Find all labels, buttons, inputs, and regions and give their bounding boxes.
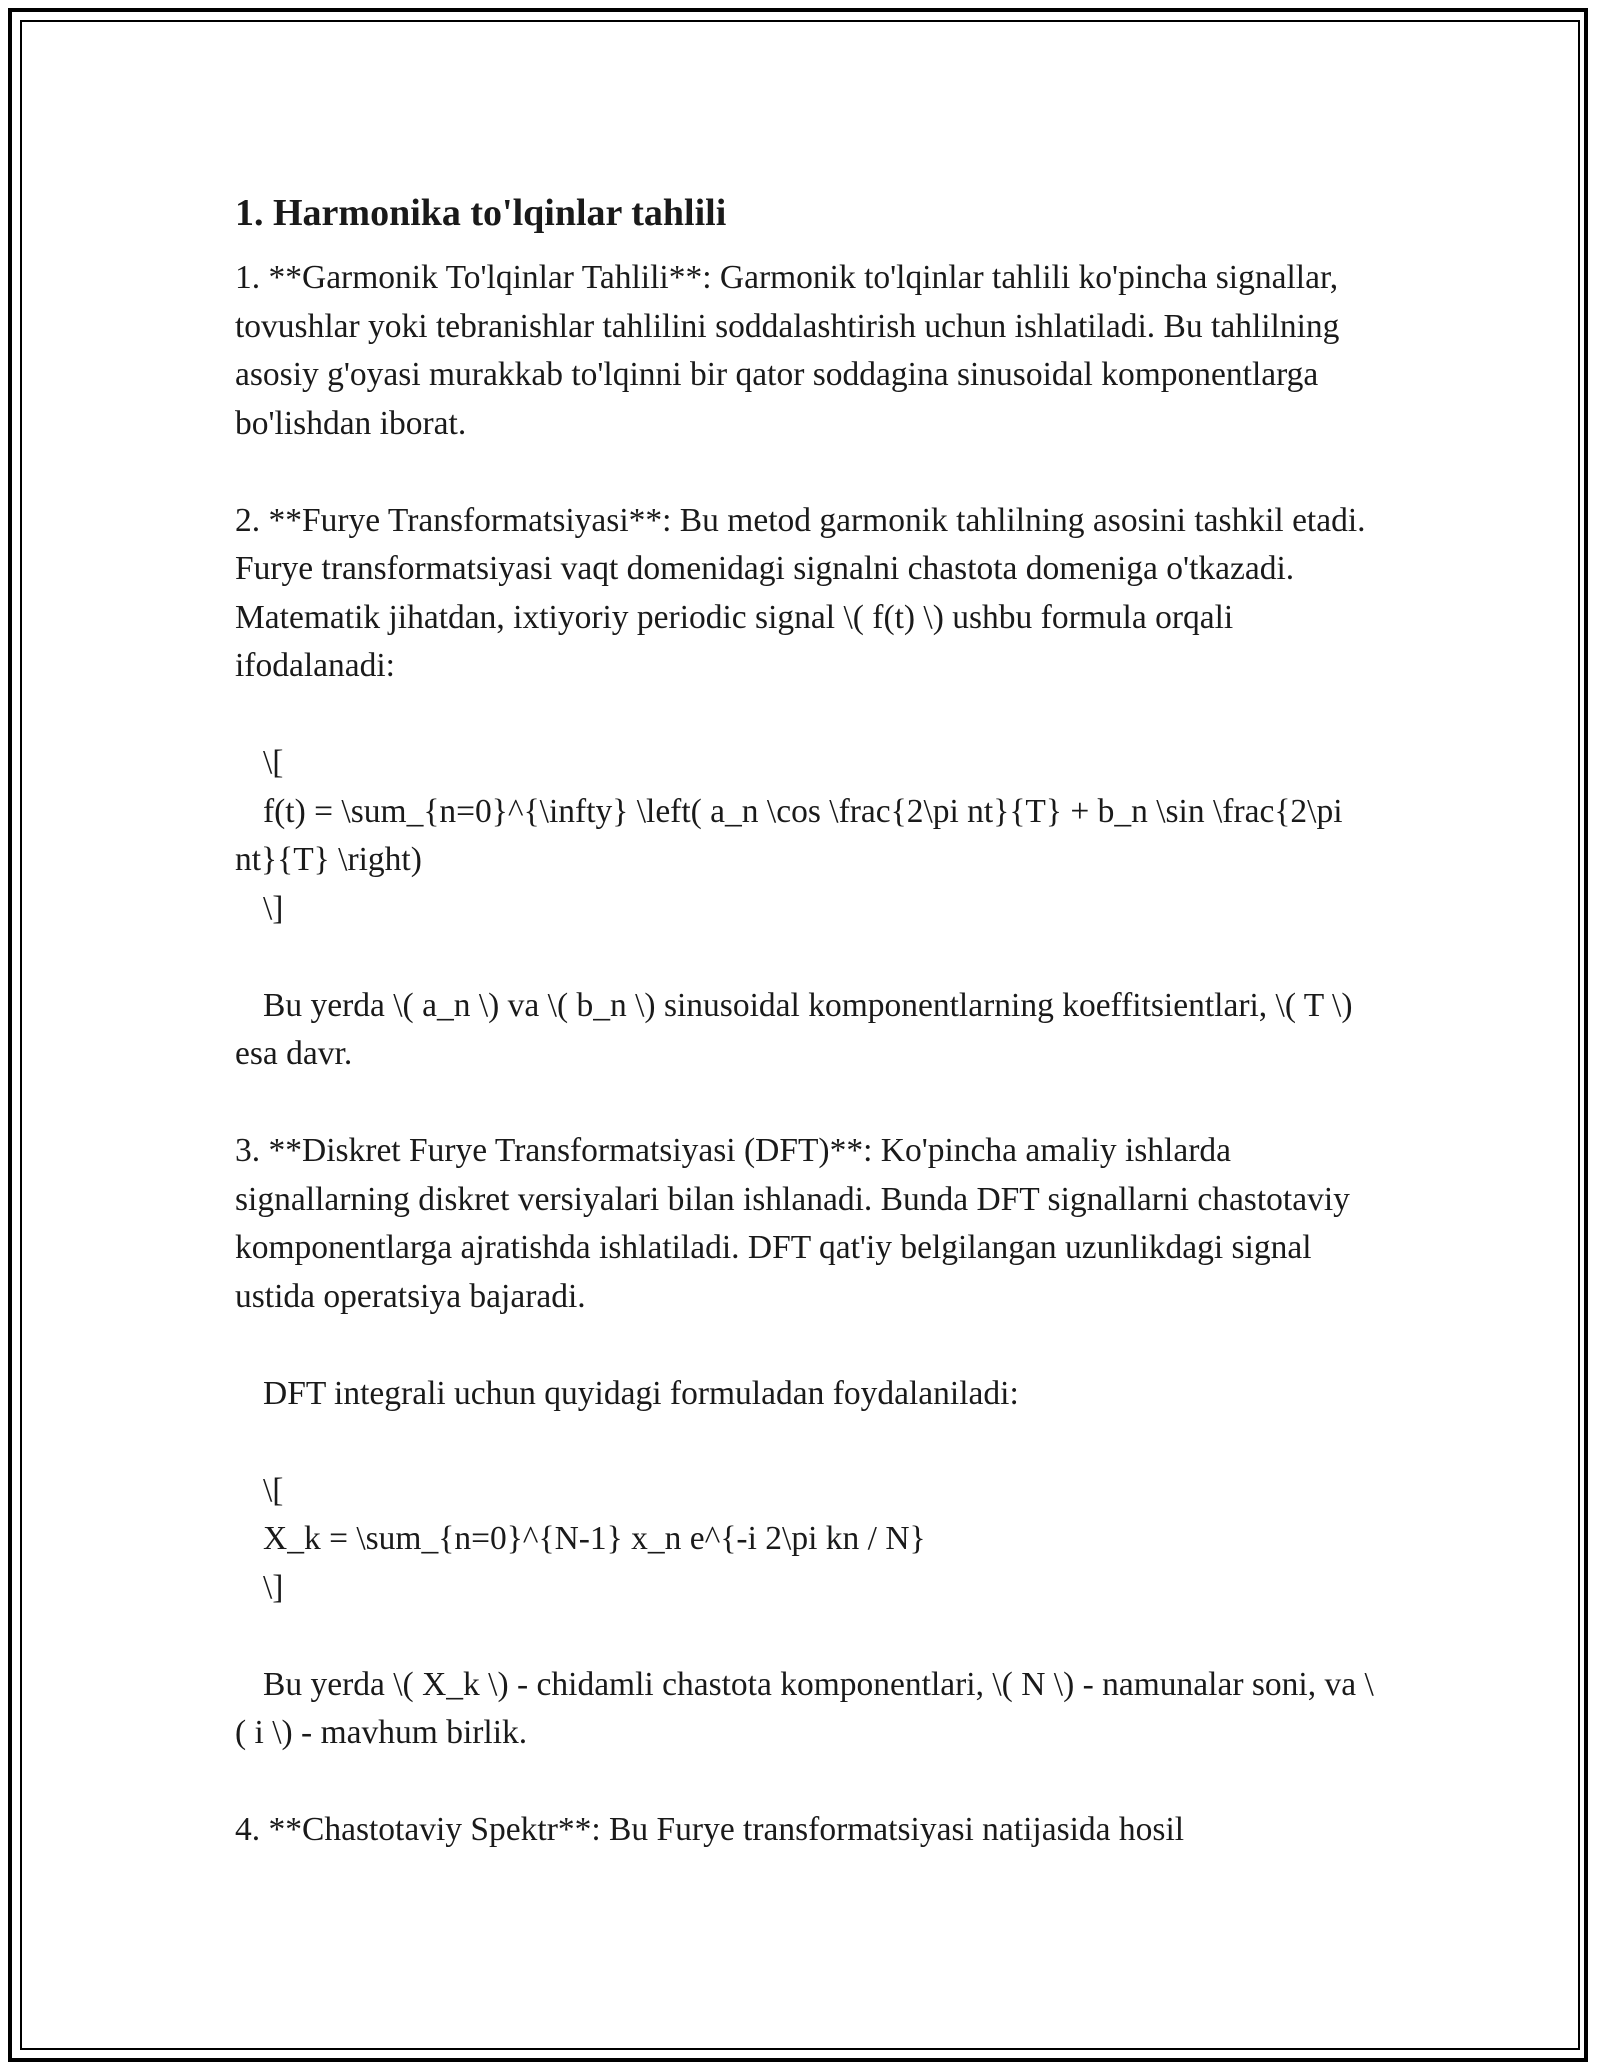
dft-formula: X_k = \sum_{n=0}^{N-1} x_n e^{-i 2\pi kn / N}	[263, 1520, 926, 1557]
spacer	[235, 933, 1380, 982]
spacer	[235, 1418, 1380, 1467]
formula-open-delimiter: \[	[263, 744, 284, 781]
document-title: 1. Harmonika to'lqinlar tahlili	[235, 192, 727, 234]
spacer	[235, 1321, 1380, 1370]
formula-close-delimiter: \]	[263, 1568, 284, 1606]
paragraph-frequency-spectrum: 4. **Chastotaviy Spektr**: Bu Furye transformatsiyasi natijasida hosil	[235, 1811, 1185, 1848]
formula-close-delimiter: \]	[263, 889, 284, 927]
formula-open-delimiter: \[	[263, 1471, 284, 1509]
paragraph-coefficients-note: Bu yerda \( a_n \) va \( b_n \) sinusoidal komponentlarning koeffitsientlari, \( T \) esa davr.	[235, 986, 1353, 1072]
spacer	[235, 448, 1380, 497]
paragraph-fourier-transform: 2. **Furye Transformatsiyasi**: Bu metod garmonik tahlilning asosini tashkil etadi. Furye transformatsiyasi vaqt domenidagi signalni chastota domeniga o'tkazadi. Matematik jihatdan, ixtiyoriy periodic signal \( f(t) \) ushbu formula orqali ifodalanadi:	[235, 501, 1366, 684]
paragraph-dft-intro: DFT integrali uchun quyidagi formuladan foydalaniladi:	[263, 1374, 1019, 1412]
paragraph-dft-variables: Bu yerda \( X_k \) - chidamli chastota komponentlari, \( N \) - namunalar soni, va \( i \) - mavhum birlik.	[235, 1665, 1374, 1751]
paragraph-harmonic-analysis: 1. **Garmonik To'lqinlar Tahlili**: Garmonik to'lqinlar tahlili ko'pincha signallar, tovushlar yoki tebranishlar tahlilini soddalashtirish uchun ishlatiladi. Bu tahlilning asosiy g'oyasi murakkab to'lqinni bir qator soddagina sinusoidal komponentlarga bo'lishdan iborat.	[235, 259, 1340, 442]
fourier-series-formula: f(t) = \sum_{n=0}^{\infty} \left( a_n \cos \frac{2\pi nt}{T} + b_n \sin \frac{2\pi nt}{T} \right)	[235, 792, 1343, 878]
paragraph-discrete-fourier: 3. **Diskret Furye Transformatsiyasi (DFT)**: Ko'pincha amaliy ishlarda signallarning diskret versiyalari bilan ishlanadi. Bunda DFT signallarni chastotaviy komponentlarga ajratishda ishlatiladi. DFT qat'iy belgilangan uzunlikdagi signal ustida operatsiya bajaradi.	[235, 1132, 1350, 1315]
spacer	[235, 691, 1380, 740]
document-body	[235, 180, 1380, 1855]
spacer	[235, 1612, 1380, 1661]
spacer	[235, 1758, 1380, 1807]
spacer	[235, 1079, 1380, 1128]
